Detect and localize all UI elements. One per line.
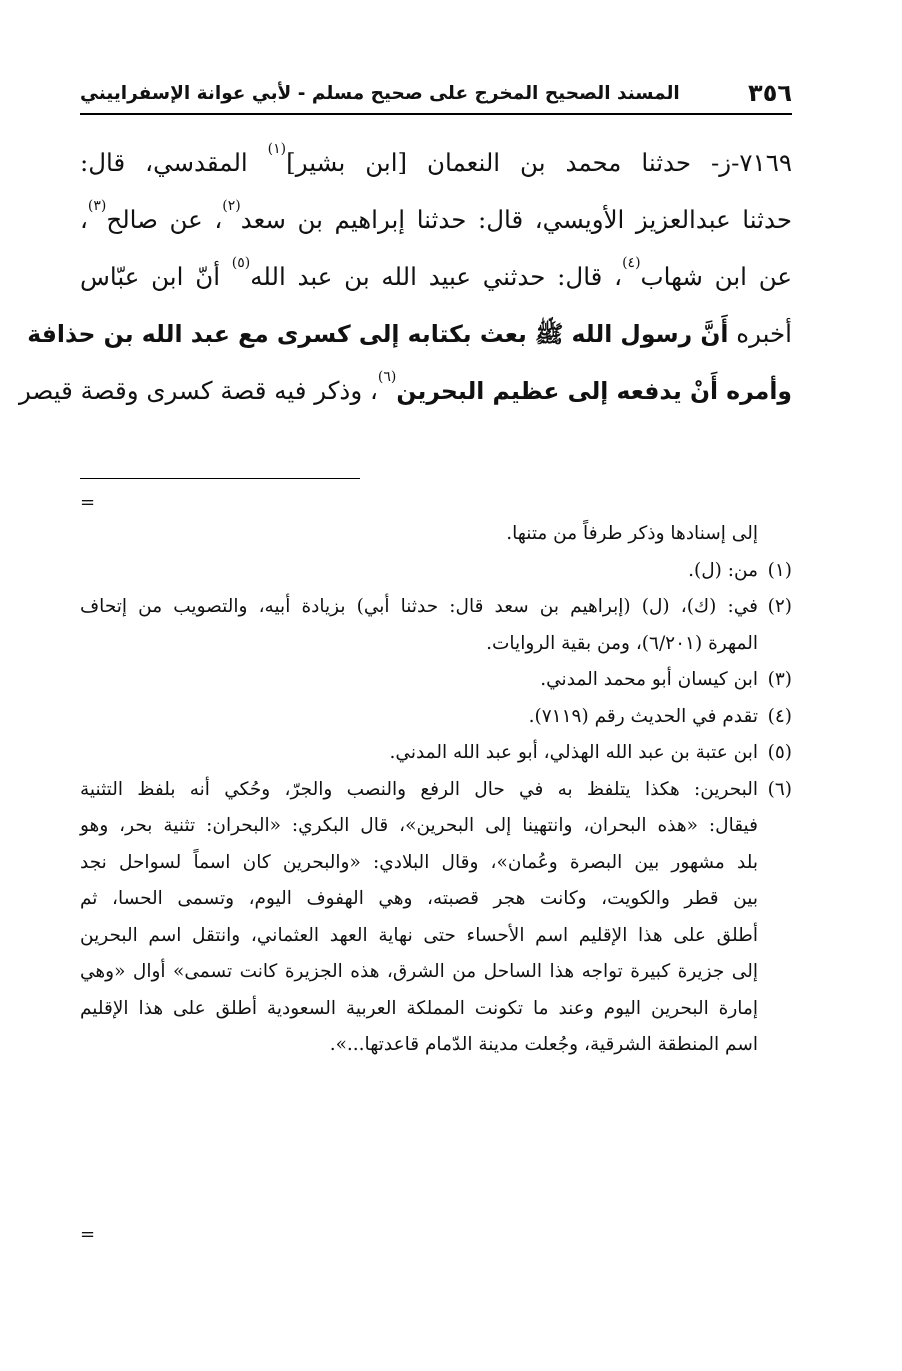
footnote-6-cont: أطلق على هذا الإقليم اسم الأحساء حتى نهاية العهد العثماني، وانتقل اسم البحرين [80,924,758,946]
footnote-text: تقدم في الحديث رقم (٧١١٩). [528,705,758,727]
hadith-matn-bold: وأمره أَنْ يدفعه إلى عظيم البحرين [396,377,792,405]
footnote-carryover: إلى إسنادها وذكر طرفاً من متنها. [506,523,758,544]
text-line [18,362,792,419]
text-line [80,248,792,305]
footnote-ref: (٣) [87,198,107,214]
text-span: أخبره [728,319,792,348]
footnote-number: (٤) [767,705,792,727]
text-span: أنّ ابن عبّاس [80,262,232,291]
text-span: المقدسي، قال: [80,148,268,177]
footnote-4 [80,699,792,736]
footnote-ref: (١) [267,141,287,157]
running-title: المسند الصحيح المخرج على صحيح مسلم - لأبي عوانة الإسفراييني [80,82,680,104]
footnote-1 [80,553,792,590]
footnote-text: البحرين: هكذا يتلفظ به في حال الرفع والنصب والجرّ، وحُكي أنه بلفظ التثنية [80,778,758,800]
hadith-text [18,134,793,419]
continuation-mark: = [80,492,96,513]
footnote-6-cont: إمارة البحرين اليوم وعند ما تكونت المملكة العربية السعودية أطلق على هذا الإقليم [80,997,758,1019]
page-number: ٣٥٦ [748,79,792,107]
footnote-number: (٦) [767,778,792,800]
footnote-number: (٥) [767,742,792,763]
footnote-2-cont: المهرة (٦/٢٠١)، ومن بقية الروايات. [486,632,758,654]
footnote-6-cont: اسم المنطقة الشرقية، وجُعلت مدينة الدّمام قاعدتها...». [329,1034,758,1055]
hadith-matn-bold: أَنَّ رسول الله ﷺ بعث بكتابه إلى كسرى مع عبد الله بن حذافة [27,320,729,348]
header-rule [80,113,792,115]
footnote-number: (١) [767,559,792,581]
footnote-ref: (٦) [377,369,397,385]
continuation-mark-bottom: = [80,1224,96,1245]
footnotes [80,516,792,1064]
text-span: ، عن صالح [106,205,223,234]
footnote-ref: (٤) [622,255,641,271]
footnote-text: في: (ك)، (ل) (إبراهيم بن سعد قال: حدثنا أبي) بزيادة أبيه، والتصويب من إتحاف [80,596,758,617]
footnote-6-cont: فيقال: «هذه البحران، وانتهينا إلى البحرين»، قال البكري: «البحران: تثنية بحر، وهو [80,815,758,836]
footnote-6-cont: بين قطر والكويت، وكانت هجر قصبته، وهي الهفوف اليوم، وتسمى الحسا، ثم [80,888,758,909]
footnote-ref: (٢) [222,198,241,214]
text-span: حدثنا عبدالعزيز الأويسي، قال: حدثنا إبراهيم بن سعد [240,205,792,234]
footnote-3 [80,662,792,699]
text-span: ، وذكر فيه قصة كسرى وقصة قيصر [18,376,378,405]
footnote-6 [80,772,792,809]
footnote-number: (٣) [767,669,792,690]
footnote-ref: (٥) [231,255,251,271]
footnote-2 [80,589,792,626]
footnote-text: من: (ل). [688,559,758,581]
footnote-6-cont: إلى جزيرة كبيرة تواجه هذا الساحل من الشرق، هذه الجزيرة كانت تسمى» أوال «وهي [80,961,758,982]
text-span: ، قال: حدثني عبيد الله بن عبد الله [250,262,623,291]
footnote-number: (٢) [767,596,792,617]
footnote-separator [80,478,360,479]
text-line [27,305,792,362]
text-span: ٧١٦٩-ز- حدثنا محمد بن النعمان [ابن بشير] [286,148,793,177]
text-span: عن ابن شهاب [640,262,792,291]
text-line [80,191,792,248]
page-header [80,74,792,112]
text-span: ، [80,205,88,234]
footnote-5 [80,735,792,772]
footnote-6-cont: بلد مشهور بين البصرة وعُمان»، وقال البلادي: «والبحرين كان اسماً لسواحل نجد [80,851,758,873]
footnote-text: ابن كيسان أبو محمد المدني. [540,669,758,690]
text-line [80,134,792,191]
footnote-text: ابن عتبة بن عبد الله الهذلي، أبو عبد الله المدني. [389,742,758,763]
